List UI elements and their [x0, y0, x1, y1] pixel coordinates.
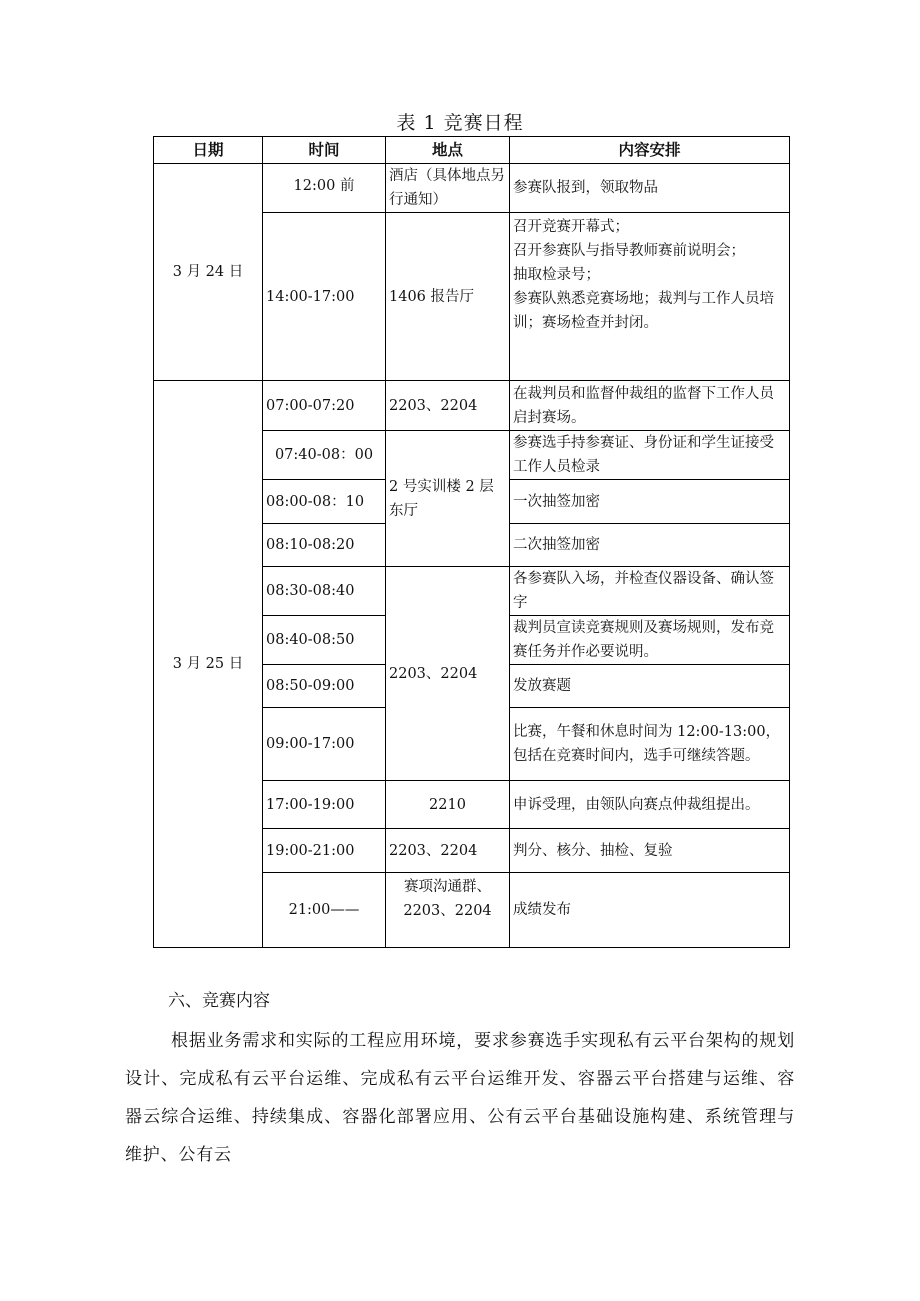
section-title: 六、竞赛内容: [168, 991, 270, 1011]
content-line: 召开竞赛开幕式；: [513, 219, 629, 235]
content-cell: 判分、核分、抽检、复验: [510, 829, 790, 873]
time-cell: 21:00——: [263, 873, 386, 948]
place-cell: 赛项沟通群、2203、2204: [386, 873, 510, 948]
section-body: 根据业务需求和实际的工程应用环境，要求参赛选手实现私有云平台架构的规划设计、完成私有云平台运维、完成私有云平台运维开发、容器云平台搭建与运维、容器云综合运维、持续集成、容器化部署应用、公有云平台基础设施构建、系统管理与维护、公有云: [125, 1031, 795, 1165]
time-cell: 17:00-19:00: [263, 781, 386, 829]
time-cell: 07:40-08：00: [263, 431, 386, 480]
table-row: [154, 164, 790, 213]
header-date: 日期: [154, 137, 263, 164]
time-cell: 09:00-17:00: [263, 708, 386, 781]
content-cell: 参赛队报到，领取物品: [510, 164, 790, 213]
place-cell-merged: 2203、2204: [386, 567, 510, 781]
content-cell: 比赛，午餐和休息时间为 12:00-13:00，包括在竞赛时间内，选手可继续答题。: [510, 708, 790, 781]
content-cell: [510, 213, 790, 381]
time-cell: 08:10-08:20: [263, 524, 386, 567]
time-cell: 08:00-08：10: [263, 480, 386, 524]
content-cell: 一次抽签加密: [510, 480, 790, 524]
place-cell: 2210: [386, 781, 510, 829]
time-cell: 07:00-07:20: [263, 381, 386, 431]
schedule-table: [153, 136, 790, 948]
place-cell: 酒店（具体地点另行通知）: [386, 164, 510, 213]
place-cell-merged: 2 号实训楼 2 层东厅: [386, 431, 510, 567]
content-cell: 各参赛队入场，并检查仪器设备、确认签字: [510, 567, 790, 616]
table-header-row: [154, 137, 790, 164]
content-line: 召开参赛队与指导教师赛前说明会；: [513, 243, 745, 259]
content-cell: 在裁判员和监督仲裁组的监督下工作人员启封赛场。: [510, 381, 790, 431]
time-cell: 14:00-17:00: [263, 213, 386, 381]
time-cell: 19:00-21:00: [263, 829, 386, 873]
date-cell-day1: 3 月 24 日: [154, 164, 263, 381]
table-row: [154, 381, 790, 431]
table-caption: 表 1 竞赛日程: [396, 112, 524, 134]
content-line: 抽取检录号；: [513, 267, 600, 283]
header-content: 内容安排: [510, 137, 790, 164]
content-cell: 申诉受理，由领队向赛点仲裁组提出。: [510, 781, 790, 829]
content-line: 参赛队熟悉竞赛场地；裁判与工作人员培训；赛场检查并封闭。: [513, 291, 774, 331]
time-cell: 08:30-08:40: [263, 567, 386, 616]
place-cell: 2203、2204: [386, 829, 510, 873]
place-cell: 1406 报告厅: [386, 213, 510, 381]
content-cell: 发放赛题: [510, 665, 790, 708]
time-cell: 12:00 前: [263, 164, 386, 213]
date-cell-day2: 3 月 25 日: [154, 381, 263, 948]
place-cell: 2203、2204: [386, 381, 510, 431]
header-time: 时间: [263, 137, 386, 164]
time-cell: 08:40-08:50: [263, 616, 386, 665]
content-cell: 成绩发布: [510, 873, 790, 948]
content-cell: 参赛选手持参赛证、身份证和学生证接受工作人员检录: [510, 431, 790, 480]
content-cell: 裁判员宣读竞赛规则及赛场规则，发布竞赛任务并作必要说明。: [510, 616, 790, 665]
header-place: 地点: [386, 137, 510, 164]
content-cell: 二次抽签加密: [510, 524, 790, 567]
time-cell: 08:50-09:00: [263, 665, 386, 708]
